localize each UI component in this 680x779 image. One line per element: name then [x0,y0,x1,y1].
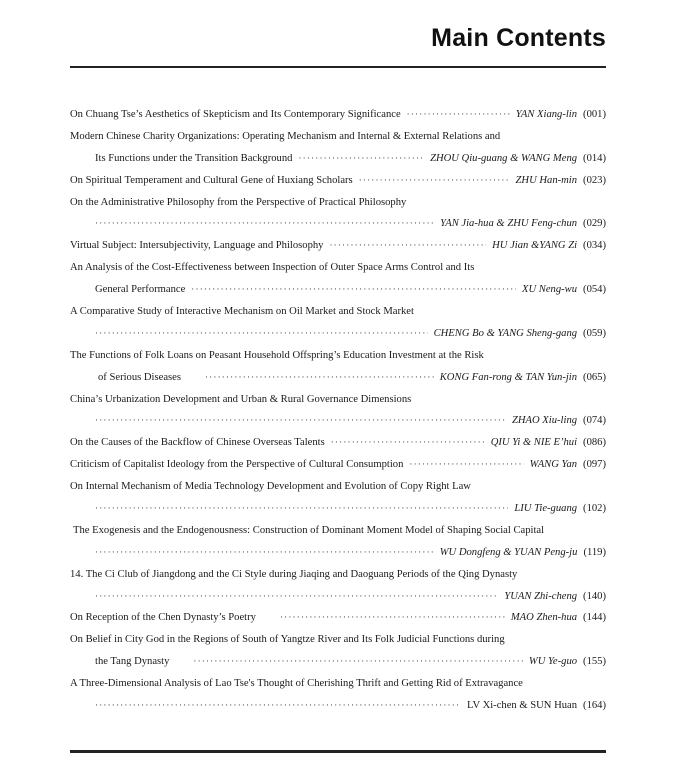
entry-title: The Functions of Folk Loans on Peasant Household Offspring’s Education Investment at the Risk [70,349,484,361]
entry-page: (086) [583,437,606,449]
toc-entry-2-line-1[interactable] [70,126,606,148]
toc-entry-17-line-2[interactable] [70,695,606,717]
toc-entry-4-line-1[interactable] [70,192,606,214]
toc-entry-12-line-1[interactable] [70,476,606,498]
toc-entry-14-line-2[interactable] [70,586,606,608]
dot-leader [280,607,505,629]
entry-page: (034) [583,240,606,252]
dot-leader [409,454,523,476]
dot-leader [95,498,508,520]
bottom-rule [70,750,606,753]
entry-title: A Comparative Study of Interactive Mechanism on Oil Market and Stock Market [70,306,414,318]
dot-leader [331,432,485,454]
entry-title: Modern Chinese Charity Organizations: Operating Mechanism and Internal & External Relations and [70,130,501,142]
entry-page: (054) [583,284,606,296]
dot-leader [193,651,522,673]
entry-title-continued: the Tang Dynasty [95,656,170,668]
entry-title-continued: of Serious Diseases [98,371,181,383]
dot-leader [407,104,510,126]
entry-author: XU Neng-wu [522,284,578,296]
entry-page: (102) [583,503,606,515]
entry-author: YAN Jia-hua & ZHU Feng-chun [440,218,578,230]
toc-entry-13-line-1[interactable] [70,520,606,542]
toc-entry-6-line-1[interactable] [70,257,606,279]
entry-page: (001) [583,109,606,120]
toc-entry-10[interactable] [70,432,606,454]
entry-title: The Exogenesis and the Endogenousness: Construction of Dominant Moment Model of Shaping Social Capital [73,524,545,536]
entry-author: MAO Zhen-hua [510,612,578,624]
entry-page: (014) [583,152,606,164]
toc-entry-7-line-2[interactable] [70,323,606,345]
toc-entry-8-line-1[interactable] [70,345,606,367]
toc-entry-13-line-2[interactable] [70,542,606,564]
dot-leader [95,323,428,345]
entry-author: YUAN Zhi-cheng [504,590,578,602]
entry-author: WU Ye-guo [528,656,578,668]
entry-author: ZHU Han-min [515,174,578,186]
toc-entry-9-line-2[interactable] [70,410,606,432]
toc-entry-8-line-2[interactable] [70,367,606,389]
dot-leader [95,410,506,432]
toc-entry-12-line-2[interactable] [70,498,606,520]
entry-page: (023) [583,174,606,186]
toc-entry-15[interactable] [70,607,606,629]
entry-author: KONG Fan-rong & TAN Yun-jin [439,371,578,383]
entry-title-continued: Its Functions under the Transition Background [95,152,293,164]
entry-author: HU Jian &YANG Zi [492,240,578,252]
toc-entry-4-line-2[interactable] [70,213,606,235]
toc-entry-11[interactable] [70,454,606,476]
entry-page: (140) [583,590,606,602]
toc-entry-5[interactable] [70,235,606,257]
entry-page: (029) [583,218,606,230]
top-rule [70,66,606,68]
entry-title: On Belief in City God in the Regions of South of Yangtze River and Its Folk Judicial Functions during [70,634,505,646]
toc-entry-6-line-2[interactable] [70,279,606,301]
toc-entry-3[interactable] [70,170,606,192]
dot-leader [359,170,510,192]
entry-author: QIU Yi & NIE E’hui [490,437,578,449]
toc-entry-17-line-1[interactable] [70,673,606,695]
entry-title-continued: General Performance [95,284,186,296]
dot-leader [329,235,486,257]
dot-leader [298,148,424,170]
entry-title: On Reception of the Chen Dynasty’s Poetry [70,612,256,624]
entry-author: ZHOU Qiu-guang & WANG Meng [430,152,578,164]
entry-page: (119) [583,546,606,558]
entry-author: YAN Xiang-lin [515,109,578,120]
toc-entry-14-line-1[interactable] [70,564,606,586]
entry-page: (074) [583,415,606,427]
entry-page: (065) [583,371,606,383]
entry-author: WU Dongfeng & YUAN Peng-ju [439,546,578,558]
toc-entry-9-line-1[interactable] [70,389,606,411]
dot-leader [95,542,434,564]
dot-leader [95,213,434,235]
entry-author: LV Xi-chen & SUN Huan [466,700,578,712]
entry-title: Virtual Subject: Intersubjectivity, Language and Philosophy [70,240,324,252]
entry-title: On the Administrative Philosophy from the Perspective of Practical Philosophy [70,196,407,208]
entry-title: Criticism of Capitalist Ideology from the Perspective of Cultural Consumption [70,459,404,471]
entry-title: 14. The Ci Club of Jiangdong and the Ci Style during Jiaqing and Daoguang Periods of the Qing Dynasty [70,568,518,580]
entry-author: LIU Tie-guang [514,503,578,515]
toc-entry-16-line-2[interactable] [70,651,606,673]
entry-title: On Chuang Tse’s Aesthetics of Skepticism and Its Contemporary Significance [70,109,401,120]
entry-author: WANG Yan [529,459,578,471]
toc-entry-16-line-1[interactable] [70,629,606,651]
table-of-contents [70,104,606,717]
entry-title: On Internal Mechanism of Media Technology Development and Evolution of Copy Right Law [70,481,471,493]
entry-title: China’s Urbanization Development and Urban & Rural Governance Dimensions [70,393,412,405]
entry-page: (144) [583,612,606,624]
entry-author: CHENG Bo & YANG Sheng-gang [433,327,578,339]
entry-author: ZHAO Xiu-ling [512,415,578,427]
entry-title: A Three-Dimensional Analysis of Lao Tse's Thought of Cherishing Thrift and Getting Rid of Extravagance [70,678,523,690]
entry-page: (155) [583,656,606,668]
entry-title: On Spiritual Temperament and Cultural Gene of Huxiang Scholars [70,174,353,186]
entry-title: An Analysis of the Cost-Effectiveness between Inspection of Outer Space Arms Control and Its [70,262,475,274]
entry-page: (059) [583,327,606,339]
dot-leader [95,695,461,717]
dot-leader [205,367,434,389]
entry-title: On the Causes of the Backflow of Chinese Overseas Talents [70,437,325,449]
entry-page: (164) [583,700,606,712]
toc-entry-1[interactable] [70,104,606,126]
toc-entry-7-line-1[interactable] [70,301,606,323]
dot-leader [95,586,498,608]
entry-page: (097) [583,459,606,471]
dot-leader [191,279,516,301]
page-title: Main Contents [431,24,606,52]
toc-entry-2-line-2[interactable] [70,148,606,170]
